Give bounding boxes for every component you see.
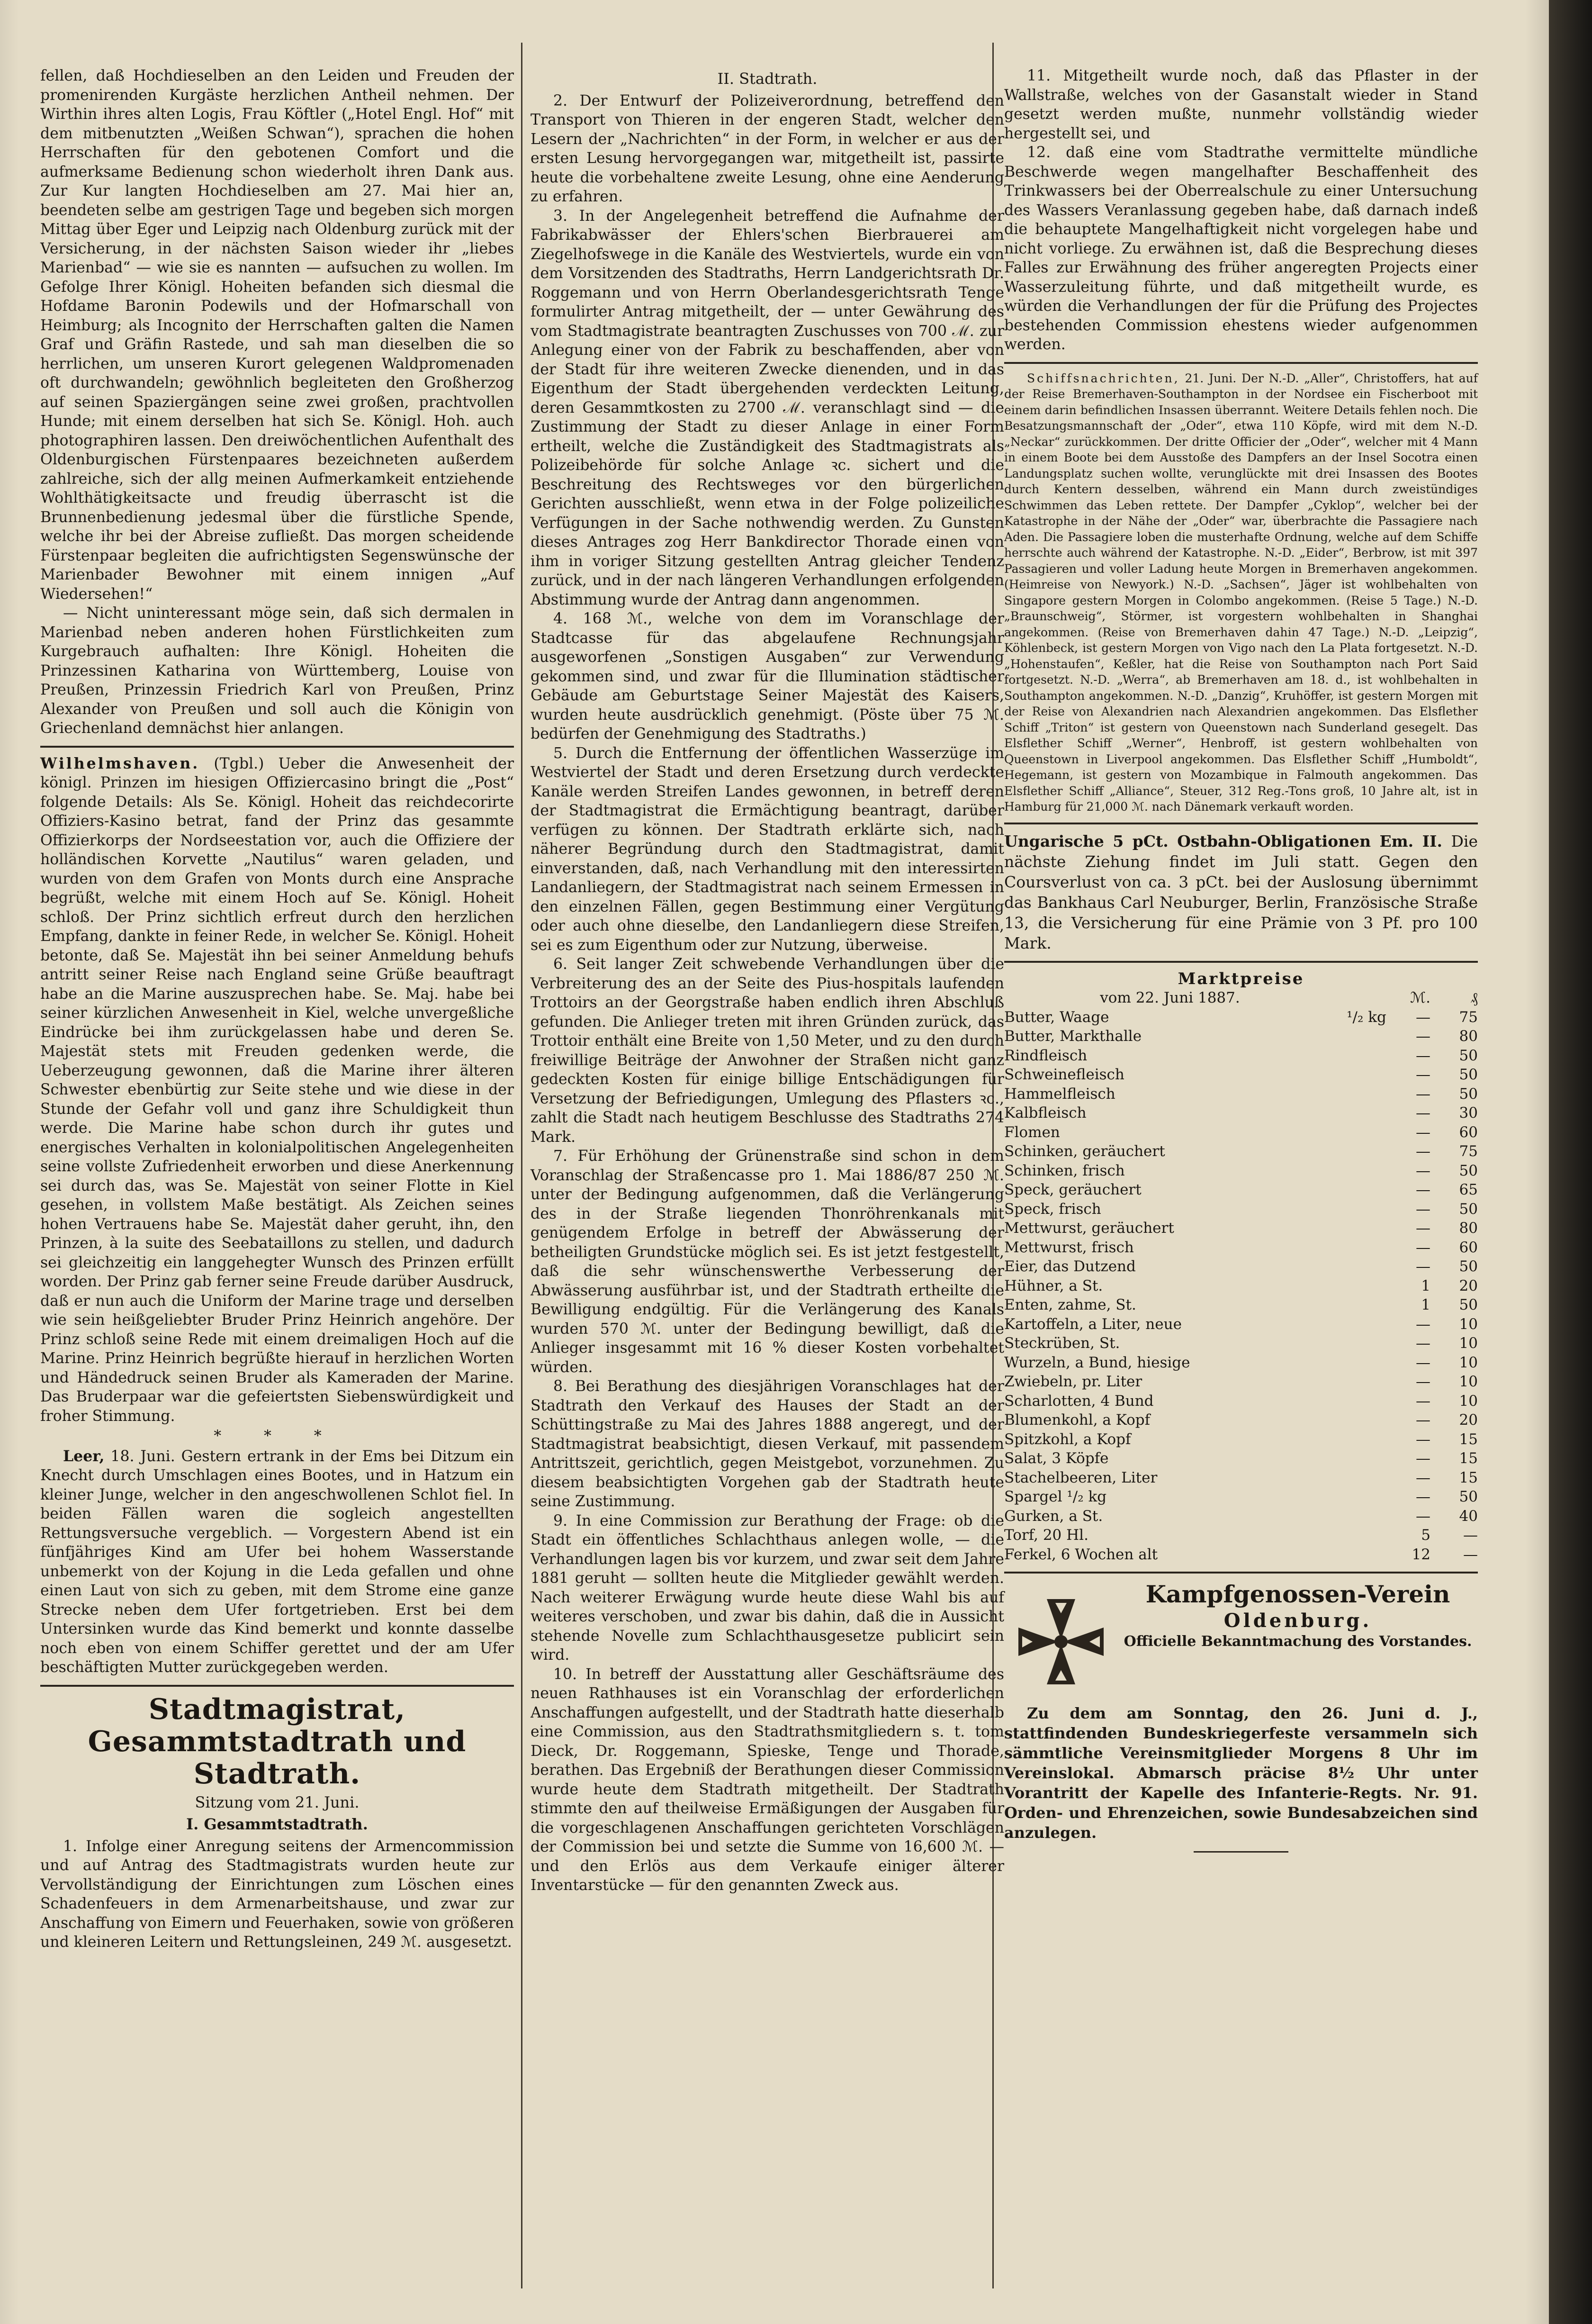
price-cell-unit xyxy=(1336,1334,1397,1353)
price-cell-unit xyxy=(1336,1276,1397,1296)
table-row xyxy=(1004,1085,1478,1104)
price-cell-p: 15 xyxy=(1459,1469,1478,1486)
price-cell-item: Spargel ¹/₂ kg xyxy=(1004,1488,1107,1505)
price-cell-unit xyxy=(1336,1545,1397,1564)
ad-title: Kampfgenossen-Verein xyxy=(1145,1580,1450,1608)
table-row xyxy=(1004,1295,1478,1315)
price-cell-item: Stachelbeeren, Liter xyxy=(1004,1469,1158,1486)
price-cell-unit xyxy=(1336,1449,1397,1468)
price-cell-item: Rindfleisch xyxy=(1004,1047,1088,1064)
table-row xyxy=(1004,1430,1478,1449)
price-cell-unit xyxy=(1336,1257,1397,1276)
article-text: 18. Juni. Gestern ertrank in der Ems bei Ditzum ein Knecht durch Umschlagen eines Bootes, und in Hatzum ein kleiner Junge, welcher in den angeschwollenen Schlot fiel. In beiden Fällen waren die sogleich angestellten Rettungsversuche vergeblich. — Vorgestern Abend ist ein fünfjähriges Kind am Ufer bei hohem Wasserstande unbemerkt von der Kojung in die Leda gefallen und ohne einen Laut von sich zu geben, mit dem Strome eine ganze Strecke neben dem Ufer fortgetrieben. Erst bei dem Untersinken wurde das Kind bemerkt und konnte dasselbe noch eben von einem Schiffer gerettet und der am Ufer beschäftigten Mutter zurückgegeben werden. xyxy=(40,1447,514,1676)
price-cell-item: Schinken, geräuchert xyxy=(1004,1143,1165,1160)
advertisement-bonds xyxy=(1004,831,1478,953)
price-cell-unit xyxy=(1336,1487,1397,1507)
agenda-item: 8. Bei Berathung des diesjährigen Voranschlages hat der Stadtrath den Verkauf des Hauses der Stadt an der Schüttingstraße zu Mai des Jahres 1888 angeregt, und der Stadtmagistrat beabsichtigt, diesen Verkauf, mit passendem Antrittszeit, gerichtlich, gegen Meistgebot, vorzunehmen. Zu diesem beabsichtigten Vorgehen gab der Stadtrath heute seine Zustimmung. xyxy=(531,1378,1004,1510)
subsection-heading: II. Stadtrath. xyxy=(717,70,818,88)
column-3 xyxy=(1004,66,1478,1853)
table-row xyxy=(1004,1334,1478,1353)
price-cell-item: Butter, Markthalle xyxy=(1004,1028,1142,1045)
price-cell-p: 50 xyxy=(1459,1162,1478,1179)
column-1 xyxy=(40,66,514,1952)
table-row xyxy=(1004,1315,1478,1334)
dateline: Wilhelmshaven. xyxy=(40,754,200,772)
price-cell-item: Kartoffeln, a Liter, neue xyxy=(1004,1315,1182,1333)
price-cell-item: Spitzkohl, a Kopf xyxy=(1004,1430,1131,1448)
price-cell-unit xyxy=(1336,1180,1397,1200)
session-date: Sitzung vom 21. Juni. xyxy=(195,1793,360,1811)
price-cell-unit xyxy=(1336,1411,1397,1430)
table-row xyxy=(1004,1219,1478,1238)
price-cell-unit xyxy=(1336,1200,1397,1219)
separator-stars: * * * xyxy=(214,1428,341,1445)
price-cell-unit xyxy=(1336,1526,1397,1545)
price-cell-item: Torf, 20 Hl. xyxy=(1004,1527,1088,1544)
price-cell-m: — xyxy=(1416,1392,1430,1410)
ad-subtitle: Officielle Bekanntmachung des Vorstandes. xyxy=(1124,1633,1472,1650)
price-cell-unit xyxy=(1336,1430,1397,1449)
price-cell-p: 10 xyxy=(1459,1335,1478,1352)
price-cell-item: Gurken, a St. xyxy=(1004,1507,1103,1525)
agenda-item: 3. In der Angelegenheit betreffend die Aufnahme der Fabrikabwässer der Ehlers'schen Bierbrauerei am Ziegelhofswege in die Kanäle des Westviertels, wurde ein von dem Vorsitzenden des Stadtraths, Herrn Landgerichtsrath Dr. Roggemann und von Herrn Oberlandesgerichtsrath Tenge formulirter Antrag mitgetheilt, der — unter Gewährung des vom Stadtmagistrate beantragten Zuschusses von 700 ℳ. zur Anlegung einer von der Fabrik zu beschaffenden, aber von der Stadt für ihre weiteren Zwecke dienenden, und in das Eigenthum der Stadt übergehenden verdeckten Leitung, deren Gesammtkosten zu 2700 ℳ. veranschlagt sind — die Zustimmung der Stadt zu dieser Anlage in einer Form ertheilt, welche die Zuständigkeit des Stadtmagistrats als Polizeibehörde für solche Anlage ꝛc. sichert und die Beschreitung des Rechtsweges vor den bürgerlichen Gerichten ausschließt, wenn etwa in der Folge polizeiliche Verfügungen in der Sache nothwendig werden. Zu Gunsten dieses Antrages zog Herr Bankdirector Thorade einen von ihm in voriger Sitzung gestellten Antrag gleicher Tendenz zurück, und in der nach längeren Verhandlungen erfolgenden Abstimmung wurde der Antrag dann angenommen. xyxy=(531,207,1004,608)
price-cell-m: — xyxy=(1416,1335,1430,1352)
price-cell-p: 50 xyxy=(1459,1066,1478,1083)
price-cell-p: 50 xyxy=(1459,1200,1478,1218)
agenda-item: 12. daß eine vom Stadtrathe vermittelte mündliche Beschwerde wegen mangelhafter Beschaffenheit des Trinkwassers bei der Oberrealschule zu einer Untersuchung des Wassers Veranlassung gegeben habe, daß darnach indeß die behauptete Mangelhaftigkeit nicht vorgelegen habe und nicht vorliege. Zu erwähnen ist, daß die Besprechung dieses Falles zur Erwähnung des früher angeregten Projects einer Wasserzuleitung führte, und daß mitgetheilt wurde, es würden die Verhandlungen der für die Prüfung des Projectes bestehenden Commission ehestens wieder aufgenommen werden. xyxy=(1004,144,1478,353)
agenda-item: 1. Infolge einer Anregung seitens der Armencommission und auf Antrag des Stadtmagistrats wurden heute zur Vervollständigung der Einrichtungen zum Löschen eines Schadenfeuers in dem Armenarbeitshause, und zwar zur Anschaffung von Eimern und Feuerhaken, sowie von größeren und kleineren Leitern und Rettungsleinen, 249 ℳ. ausgesetzt. xyxy=(40,1837,514,1951)
price-cell-p: 65 xyxy=(1459,1181,1478,1198)
price-cell-item: Zwiebeln, pr. Liter xyxy=(1004,1373,1142,1390)
divider xyxy=(40,746,514,748)
price-cell-m: — xyxy=(1416,1373,1430,1390)
price-cell-item: Blumenkohl, a Kopf xyxy=(1004,1411,1151,1429)
column-2 xyxy=(531,66,1004,1895)
price-cell-m: — xyxy=(1416,1315,1430,1333)
price-cell-p: 15 xyxy=(1459,1450,1478,1467)
price-cell-unit xyxy=(1336,1315,1397,1334)
advertisement-kampfgenossen xyxy=(1004,1580,1478,1751)
price-cell-m: — xyxy=(1416,1450,1430,1467)
table-row xyxy=(1004,1046,1478,1066)
agenda-item: 5. Durch die Entfernung der öffentlichen Wasserzüge im Westviertel der Stadt und deren Ersetzung durch verdeckte Kanäle werden Streifen Landes gewonnen, in betreff deren der Stadtmagistrat die Ermächtigung beantragt, darüber verfügen zu können. Der Stadtrath erklärte sich, nach näherer Begründung durch den Stadtmagistrat, damit einverstanden, daß, nach Verhandlung mit den interessirten Landanliegern, der Stadtmagistrat nach seinem Ermessen in den einzelnen Fällen, gegen Bestimmung einer Vergütung oder auch ohne dieselbe, den Landanliegern diese Streifen, sei es zum Eigenthum oder zur Nutzung, überweise. xyxy=(531,744,1004,954)
price-cell-unit xyxy=(1336,1219,1397,1238)
price-cell-unit xyxy=(1336,1238,1397,1257)
price-cell-p: 50 xyxy=(1459,1488,1478,1505)
table-row xyxy=(1004,1161,1478,1181)
price-cell-p: 40 xyxy=(1459,1507,1478,1525)
price-cell-item: Hammelfleisch xyxy=(1004,1085,1115,1103)
divider xyxy=(1004,961,1478,963)
price-cell-p: — xyxy=(1463,1546,1478,1563)
divider xyxy=(1004,823,1478,824)
price-cell-item: Kalbfleisch xyxy=(1004,1104,1087,1121)
divider xyxy=(1194,1851,1288,1853)
price-cell-m: 1 xyxy=(1421,1296,1430,1313)
table-row xyxy=(1004,1027,1478,1046)
price-cell-item: Enten, zahme, St. xyxy=(1004,1296,1136,1313)
table-row xyxy=(1004,1411,1478,1430)
table-row xyxy=(1004,1008,1478,1027)
column-header-mark: ℳ. xyxy=(1410,989,1430,1006)
price-cell-unit xyxy=(1336,1353,1397,1373)
article-text: fellen, daß Hochdieselben an den Leiden und Freuden der promenirenden Kurgäste herzlichen Antheil nehmen. Der Wirthin ihres alten Logis, Frau Köftler („Hotel Engl. Hof“ mit dem mitbenutzten „Weißen Schwan“), sprachen die hohen Herrschaften für den gebotenen Comfort und die aufmerksame Bedienung schon wiederholt ihren Dank aus. Zur Kur langten Hochdieselben am 27. Mai hier an, beendeten selbe am gestrigen Tage und begeben sich morgen Mittag über Eger und Leipzig nach Oldenburg zurück mit der Versicherung, in der nächsten Saison wieder ihr „liebes Marienbad“ — wie sie es nannten — aufsuchen zu wollen. Im Gefolge Ihrer Königl. Hoheiten befanden sich diesmal die Hofdame Baronin Podewils und der Hofmarschall von Heimburg; als Incognito der Herrschaften galten die Namen Graf und Gräfin Rastede, und sah man dieselben die so herrlichen, um unseren Kurort gelegenen Waldpromenaden oft durchwandeln; gewöhnlich begleiteten den Großherzog auf seinen Spaziergängen seine zwei großen, prachtvollen Hunde; mit einem derselben hat sich Se. Königl. Hoh. auch photographiren lassen. Den dreiwöchentlichen Aufenthalt des Oldenburgischen Fürstenpaares bezeichneten außerdem zahlreiche, sich der allg meinen Aufmerkamkeit entziehende Wohlthätigkeitsacte und freudig überrascht ist die Brunnenbedienung jedesmal über die fürstliche Spende, welche ihr bei der Abreise zufließt. Das morgen scheidende Fürstenpaar begleiten die aufrichtigsten Segenswünsche der Marienbader Bewohner mit einem innigen „Auf Wiedersehen!“ xyxy=(40,67,514,603)
price-cell-p: 30 xyxy=(1459,1104,1478,1121)
price-cell-m: — xyxy=(1416,1220,1430,1237)
agenda-item: 10. In betreff der Ausstattung aller Geschäftsräume des neuen Rathhauses ist ein Voranschlag der erforderlichen Anschaffungen aufgestellt, und der Stadtrath hatte dieserhalb eine Commission, aus den Stadtrathsmitgliedern s. t. tom Dieck, Dr. Roggemann, Spieske, Tenge und Thorade, berathen. Das Ergebniß der Berathungen dieser Commission wurde heute dem Stadtrath mitgetheilt. Der Stadtrath stimmte den auf theilweise Ermäßigungen der Ausgaben für die vorgeschlagenen Anschaffungen gerichteten Vorschlägen der Commission bei und setzte die Summe von 16,600 ℳ. — und den Erlös aus dem Verkaufe einiger älterer Inventarstücke — für den genannten Zweck aus. xyxy=(531,1665,1004,1894)
table-row xyxy=(1004,1257,1478,1276)
price-cell-unit: ¹/₂ kg xyxy=(1347,1008,1386,1026)
agenda-item: 11. Mitgetheilt wurde noch, daß das Pflaster in der Wallstraße, welches von der Gasanstalt wieder in Stand gesetzt werden mußte, nunmehr vollständig wieder hergestellt sei, und xyxy=(1004,67,1478,142)
price-cell-m: — xyxy=(1416,1181,1430,1198)
price-cell-unit xyxy=(1336,1085,1397,1104)
price-cell-m: 5 xyxy=(1421,1527,1430,1544)
column-rule xyxy=(521,43,522,2288)
market-prices-title: Marktpreise xyxy=(1178,969,1304,988)
divider xyxy=(40,1685,514,1687)
price-cell-unit xyxy=(1336,1392,1397,1411)
agenda-item: 9. In eine Commission zur Berathung der Frage: ob die Stadt ein öffentliches Schlachthaus anlegen wolle, — die Verhandlungen lagen bis vor kurzem, und zwar seit dem Jahre 1881 geruht — sollten heute die Mitglieder gewählt werden. Nach weiterer Erwägung wurde heute diese Wahl bis auf weiteres verschoben, und zwar bis dahin, daß die in Aussicht stehende Novelle zum Schlachthausgesetze publicirt sein wird. xyxy=(531,1512,1004,1664)
column-header-pfennig: ₰ xyxy=(1470,989,1478,1006)
table-row xyxy=(1004,1507,1478,1526)
price-cell-p: 50 xyxy=(1459,1258,1478,1275)
table-row xyxy=(1004,1123,1478,1142)
subsection-heading: I. Gesammtstadtrath. xyxy=(186,1815,368,1833)
price-cell-m: — xyxy=(1416,1200,1430,1218)
ad-heading-block xyxy=(1118,1580,1478,1650)
price-cell-item: Mettwurst, frisch xyxy=(1004,1239,1134,1256)
price-cell-m: 12 xyxy=(1412,1546,1430,1563)
price-cell-item: Wurzeln, a Bund, hiesige xyxy=(1004,1354,1190,1371)
dateline: Schiffsnachrichten, xyxy=(1027,371,1180,385)
price-cell-item: Hühner, a St. xyxy=(1004,1277,1103,1294)
price-cell-p: 60 xyxy=(1459,1239,1478,1256)
price-cell-item: Salat, 3 Köpfe xyxy=(1004,1450,1109,1467)
table-row xyxy=(1004,1372,1478,1392)
price-cell-m: — xyxy=(1416,1066,1430,1083)
price-cell-p: 50 xyxy=(1459,1296,1478,1313)
ad-text: Die nächste Ziehung findet im Juli statt. Gegen den Coursverlust von ca. 3 pCt. bei der Auslosung übernimmt das Bankhaus Carl Neuburger, Berlin, Französische Straße 13, die Versicherung für eine Prämie von 3 Pf. pro 100 Mark. xyxy=(1004,832,1478,952)
price-cell-m: — xyxy=(1416,1008,1430,1026)
price-cell-p: 10 xyxy=(1459,1354,1478,1371)
divider xyxy=(1004,1572,1478,1573)
price-cell-item: Butter, Waage xyxy=(1004,1008,1109,1026)
price-cell-item: Mettwurst, geräuchert xyxy=(1004,1220,1174,1237)
price-cell-unit xyxy=(1336,1123,1397,1142)
table-row xyxy=(1004,1065,1478,1085)
price-cell-unit xyxy=(1336,1468,1397,1488)
price-cell-item: Scharlotten, 4 Bund xyxy=(1004,1392,1154,1410)
ship-news-text: 21. Juni. Der N.-D. „Aller“, Christoffers, hat auf der Reise Bremerhaven-Southampton in der Nordsee ein Fischerboot mit einem darin befindlichen Insassen überrannt. Weitere Details fehlen noch. Die Besatzungsmannschaft der „Oder“, etwa 110 Köpfe, wird mit dem N.-D. „Neckar“ zurückkommen. Der dritte Officier der „Oder“, welcher mit 4 Mann in einem Boote bei dem Ausstoße des Dampfers an der Insel Socotra einen Landungsplatz suchen wollte, verunglückte mit drei Insassen des Bootes durch Kentern desselben, während ein Mann durch zweistündiges Schwimmen das Leben rettete. Der Dampfer „Cyklop“, welcher bei der Katastrophe in der Nähe der „Oder“ war, überbrachte die Passagiere nach Aden. Die Passagiere loben die musterhafte Ordnung, welche auf dem Schiffe herrschte auch während der Katastrophe. N.-D. „Eider“, Berbrow, ist mit 397 Passagieren und voller Ladung heute Morgen in Bremerhaven angekommen. (Heimreise von Newyork.) N.-D. „Sachsen“, Jäger ist wohlbehalten von Singapore gestern Morgen in Colombo angekommen. (Reise 5 Tage.) N.-D. „Braunschweig“, Störmer, ist vorgestern wohlbehalten in Shanghai angekommen. (Reise von Bremerhaven dahin 47 Tage.) N.-D. „Leipzig“, Köhlenbeck, ist gestern Morgen von Vigo nach den La Plata fortgesetzt. N.-D. „Hohenstaufen“, Keßler, hat die Reise von Southampton nach Port Said fortgesetzt. N.-D. „Werra“, ab Bremerhaven am 18. d., ist wohlbehalten in Southampton angekommen. N.-D. „Danzig“, Kruhöffer, ist gestern Morgen mit der Reise von Alexandrien nach Alexandrien angekommen. Das Elsflether Schiff „Triton“ ist gestern von Queenstown nach Sunderland gesegelt. Das Elsflether Schiff „Werner“, Henbroff, ist gestern wohlbehalten von Queenstown in Liverpool angekommen. Das Elsflether Schiff „Humboldt“, Hegemann, ist gestern von Mozambique in Falmouth angekommen. Das Elsflether Schiff „Alliance“, Steuer, 312 Reg.-Tons groß, 10 Jahre alt, ist in Hamburg für 21,000 ℳ. nach Dänemark verkauft worden. xyxy=(1004,371,1478,814)
article-leer xyxy=(40,1447,514,1677)
price-cell-item: Eier, das Dutzend xyxy=(1004,1258,1136,1275)
market-prices-rows xyxy=(1004,1008,1478,1564)
agenda-item: 4. 168 ℳ., welche von dem im Voranschlage der Stadtcasse für das abgelaufene Rechnungsjahr ausgeworfenen „Sonstigen Ausgaben“ zur Verwendung gekommen sind, und zwar für die Illumination städtischer Gebäude am Geburtstage Seiner Majestät des Kaisers, wurden heute ausdrücklich genehmigt. (Pöste über 75 ℳ. bedürfen der Genehmigung des Stadtraths.) xyxy=(531,610,1004,742)
table-row xyxy=(1004,1353,1478,1373)
price-cell-m: — xyxy=(1416,1143,1430,1160)
price-cell-p: 80 xyxy=(1459,1028,1478,1045)
price-cell-unit xyxy=(1336,1103,1397,1123)
table-row xyxy=(1004,1392,1478,1411)
table-row xyxy=(1004,1142,1478,1161)
price-cell-item: Ferkel, 6 Wochen alt xyxy=(1004,1546,1158,1563)
price-cell-unit xyxy=(1336,1065,1397,1085)
ad-text: Zu dem am Sonntag, den 26. Juni d. J., stattfindenden Bundeskriegerfeste versammeln sich sämmtliche Vereinsmitglieder Morgens 8 Uhr im Vereinslokal. Abmarsch präcise 8½ Uhr unter Vorantritt der Kapelle des Infanterie-Regts. Nr. 91. Orden- und Ehrenzeichen, sowie Bundesabzeichen sind anzulegen. xyxy=(1004,1704,1478,1842)
price-cell-item: Speck, geräuchert xyxy=(1004,1181,1142,1198)
article-text: (Tgbl.) Ueber die Anwesenheit der königl. Prinzen im hiesigen Offiziercasino bringt die „Post“ folgende Details: Als Se. Königl. Hoheit das reichdecorirte Offiziers-Kasino betrat, fand der Prinz das gesammte Offizierkorps der Nordseestation vor, auch die Offiziere der holländischen Korvette „Nautilus“ waren geladen, und wurden von dem Grafen von Monts durch eine Ansprache begrüßt, welche mit einem Hoch auf Se. Königl. Hoheit schloß. Der Prinz sichtlich erfreut durch den herzlichen Empfang, dankte in feiner Rede, in welcher Se. Königl. Hoheit betonte, daß Se. Majestät ihn bei seiner Anmeldung behufs antritt seiner Reise nach England seine Grüße beauftragt habe an die Marine auszusprechen habe. Se. Maj. habe bei seiner kürzlichen Anwesenheit in Kiel, welche unvergeßliche Eindrücke bei ihm zurückgelassen habe und deren Se. Majestät stets mit Freuden gedenken werde, die Ueberzeugung gewonnen, daß die Marine ihrer älteren Schwester ebenbürtig zur Seite stehe und wie diese in der Stunde der Gefahr voll und ganz ihre Schuldigkeit thun werde. Die Marine habe schon durch ihr gutes und energisches Verhalten in kolonialpolitischen Angelegenheiten seine vollste Zufriedenheit erworben und diese Anerkennung sei durch das, was Se. Majestät von seiner Flotte in Kiel gesehen, in vollstem Maße bestätigt. Als Zeichen seines hohen Vertrauens habe Se. Majestät daher geruht, ihn, den Prinzen, à la suite des Seebataillons zu stellen, und dadurch sei gleichzeitig ein langgehegter Wunsch des Prinzen erfüllt worden. Der Prinz gab ferner seine Freude darüber Ausdruck, daß er nun auch die Uniform der Marine trage und derselben wie sein heißgeliebter Bruder Prinz Heinrich angehöre. Der Prinz schloß seine Rede mit einem dreimaligen Hoch auf die Marine. Prinz Heinrich begrüßte hierauf in herzlichen Worten und Händedruck seinen Bruder als Kameraden der Marine. Das Bruderpaar war die gefeiertsten Siebenswürdigkeit und froher Stimmung. xyxy=(40,755,514,1425)
price-cell-unit xyxy=(1336,1161,1397,1181)
article-wilhelmshaven xyxy=(40,754,514,1426)
price-cell-m: — xyxy=(1416,1430,1430,1448)
ad-city: Oldenburg. xyxy=(1223,1610,1372,1632)
price-cell-m: — xyxy=(1416,1411,1430,1429)
price-cell-p: 10 xyxy=(1459,1315,1478,1333)
market-date: vom 22. Juni 1887. xyxy=(1100,989,1240,1006)
price-cell-m: — xyxy=(1416,1239,1430,1256)
price-cell-p: 10 xyxy=(1459,1392,1478,1410)
table-row xyxy=(1004,1276,1478,1296)
table-row xyxy=(1004,1103,1478,1123)
price-cell-unit xyxy=(1336,1295,1397,1315)
table-header-row xyxy=(1004,988,1478,1008)
price-cell-unit xyxy=(1336,1507,1397,1526)
price-cell-m: — xyxy=(1416,1123,1430,1141)
table-row xyxy=(1004,1449,1478,1468)
price-cell-p: 20 xyxy=(1459,1277,1478,1294)
table-row xyxy=(1004,1238,1478,1257)
price-cell-p: 75 xyxy=(1459,1008,1478,1026)
price-cell-p: — xyxy=(1463,1527,1478,1544)
price-cell-unit xyxy=(1336,1142,1397,1161)
table-row xyxy=(1004,1487,1478,1507)
price-cell-m: — xyxy=(1416,1047,1430,1064)
price-cell-p: 80 xyxy=(1459,1220,1478,1237)
price-cell-unit xyxy=(1336,1372,1397,1392)
ship-news xyxy=(1004,371,1478,815)
price-cell-p: 15 xyxy=(1459,1430,1478,1448)
price-cell-m: — xyxy=(1416,1028,1430,1045)
table-row xyxy=(1004,1526,1478,1545)
price-cell-p: 20 xyxy=(1459,1411,1478,1429)
book-edge xyxy=(1549,0,1592,2324)
market-prices-table xyxy=(1004,988,1478,1564)
price-cell-m: — xyxy=(1416,1104,1430,1121)
table-row xyxy=(1004,1468,1478,1488)
price-cell-p: 50 xyxy=(1459,1047,1478,1064)
price-cell-p: 50 xyxy=(1459,1085,1478,1103)
agenda-item: 6. Seit langer Zeit schwebende Verhandlungen über die Verbreiterung des an der Seite des Pius-hospitals laufenden Trottoirs an der Georgstraße haben endlich ihren Abschluß gefunden. Die Anlieger treten mit ihren Gründen zurück, das Trottoir enthält eine Breite von 1,50 Meter, und zu den durch freiwillige Beiträge der Anwohner der Straßen nicht ganz gedeckten Kosten für einige billige Entschädigungen für Versetzung der Befriedigungen, Umlegung des Pflasters ꝛc., zahlt die Stadt nach heutigem Beschlusse des Stadtraths 274 Mark. xyxy=(531,956,1004,1146)
price-cell-m: 1 xyxy=(1421,1277,1430,1294)
price-cell-m: — xyxy=(1416,1469,1430,1486)
agenda-item: 7. Für Erhöhung der Grünenstraße sind schon in dem Voranschlag der Straßencasse pro 1. Mai 1886/87 250 ℳ. unter der Bedingung aufgenommen, daß die Verlängerung des in der Straße liegenden Thonröhrenkanals mit genügendem Erfolge in betreff der Abwässerung der betheiligten Grundstücke möglich sei. Es ist jetzt festgestellt, daß die sehr wünschenswerthe Verbesserung der Abwässerung ausführbar ist, und der Stadtrath ertheilte die Bewilligung endgültig. Für die Verlängerung des Kanals wurden 570 ℳ. unter der Bedingung bewilligt, daß die Anlieger insgesammt mit 16 % dieser Kosten vorbehaltet würden. xyxy=(531,1148,1004,1376)
price-cell-m: — xyxy=(1416,1507,1430,1525)
price-cell-item: Schinken, frisch xyxy=(1004,1162,1125,1179)
price-cell-item: Flomen xyxy=(1004,1123,1060,1141)
price-cell-p: 60 xyxy=(1459,1123,1478,1141)
section-heading: Stadtmagistrat, Gesammtstadtrath und Stadtrath. xyxy=(88,1692,467,1790)
price-cell-m: — xyxy=(1416,1488,1430,1505)
iron-cross-icon xyxy=(1014,1594,1108,1689)
agenda-item: 2. Der Entwurf der Polizeiverordnung, betreffend den Transport von Thieren in der engeren Stadt, welcher den Lesern der „Nachrichten“ in der Form, in welcher er aus der ersten Lesung hervorgegangen war, mitgetheilt ist, passirte heute die vorbehaltene zweite Lesung, ohne eine Aenderung zu erfahren. xyxy=(531,92,1004,205)
price-cell-item: Steckrüben, St. xyxy=(1004,1335,1120,1352)
price-cell-m: — xyxy=(1416,1085,1430,1103)
dateline: Leer, xyxy=(63,1447,105,1465)
ad-headline: Ungarische 5 pCt. Ostbahn-Obligationen Em. II. xyxy=(1004,832,1442,850)
price-cell-m: — xyxy=(1416,1258,1430,1275)
table-row xyxy=(1004,1200,1478,1219)
price-cell-unit xyxy=(1336,1027,1397,1046)
price-cell-m: — xyxy=(1416,1162,1430,1179)
table-row xyxy=(1004,1545,1478,1564)
article-text: — Nicht uninteressant möge sein, daß sich dermalen in Marienbad neben anderen hohen Fürstlichkeiten zum Kurgebrauch aufhalten: Ihre Königl. Hoheiten die Prinzessinen Katharina von Württemberg, Louise von Preußen, Prinzessin Friedrich Karl von Preußen, Prinz Alexander von Preußen und soll auch die Königin von Griechenland demnächst hier anlangen. xyxy=(40,605,514,737)
price-cell-p: 10 xyxy=(1459,1373,1478,1390)
price-cell-unit xyxy=(1336,1046,1397,1066)
price-cell-item: Schweinefleisch xyxy=(1004,1066,1124,1083)
price-cell-m: — xyxy=(1416,1354,1430,1371)
divider xyxy=(1004,362,1478,364)
table-row xyxy=(1004,1180,1478,1200)
price-cell-p: 75 xyxy=(1459,1143,1478,1160)
price-cell-item: Speck, frisch xyxy=(1004,1200,1101,1218)
